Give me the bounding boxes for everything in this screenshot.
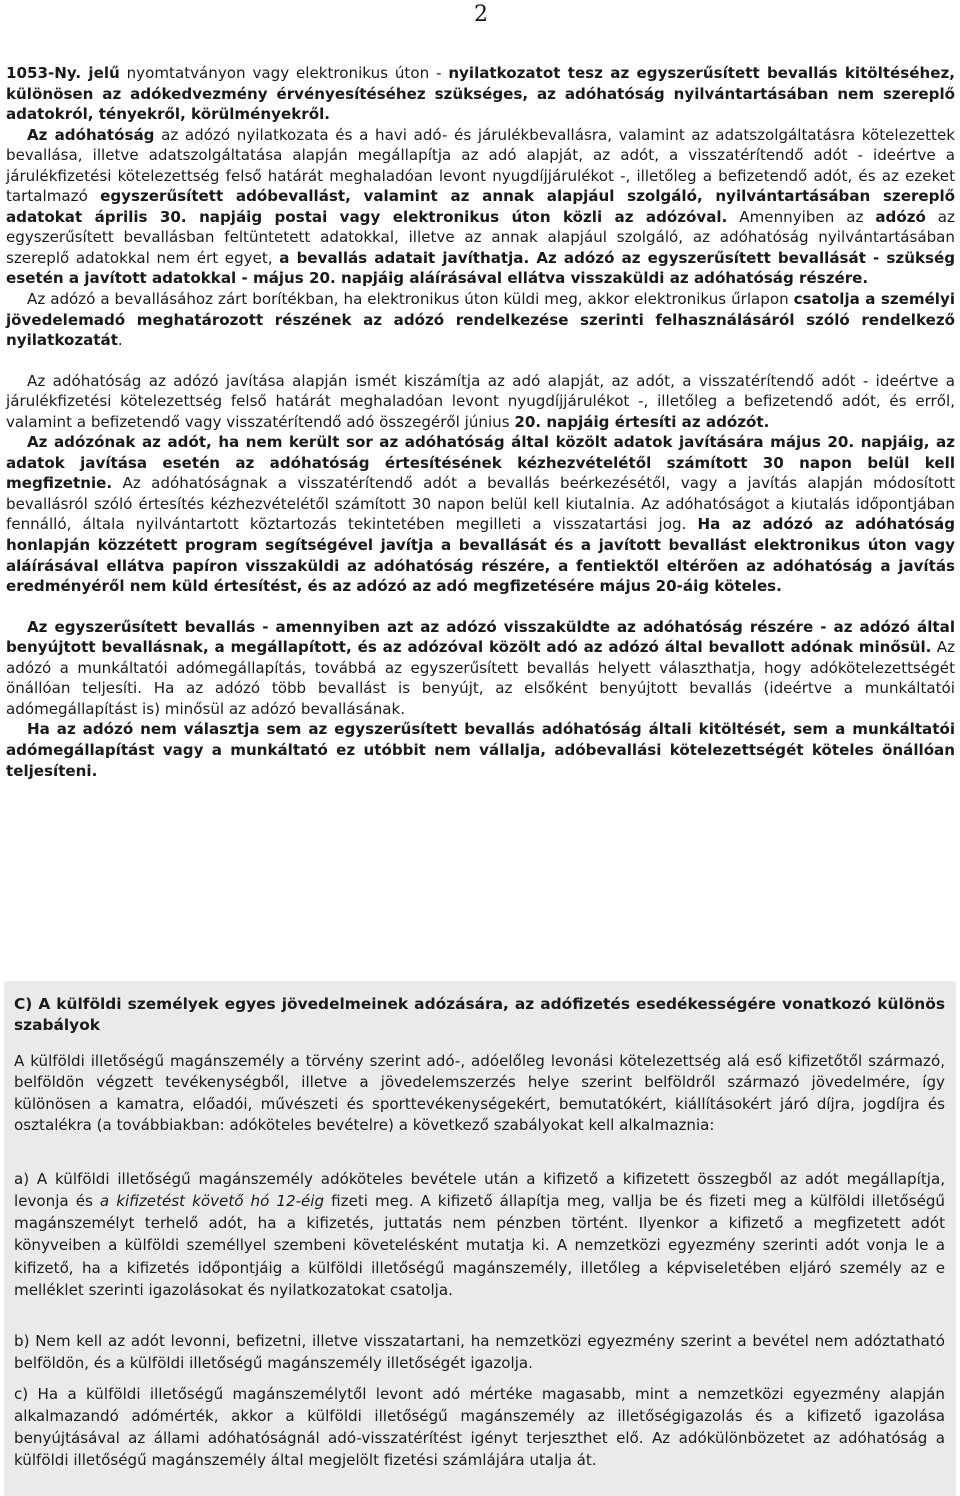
paragraph-simplified-return: Az adóhatóság az adózó nyilatkozata és a havi adó- és járulékbevallásra, valamint az adatszolgáltatásra kötelezettek bevallása, illetve adatszolgáltatása alapján megállapítja az adó alapját, az adót, a visszatérítendő adót - ideértve a járulékfizetési kötelezettség felső határát meghaladóan levont nyugdíjjárulékot -, illetőleg a befizetendő adót, és az ezeket tartalmazó egyszerűsített adóbevallást, valamint az annak alapjául szolgáló, nyilvántartásában szereplő adatokat április 30. napjáig postai vagy elektronikus úton közli az adózóval. Amennyiben az adózó az egyszerűsített bevallásban feltüntetett adatokkal, illetve az annak alapjául szolgáló, az adóhatóság nyilvántartásában szereplő adatokkal nem ért egyet, a bevallás adatait javíthatja. Az adózó az egyszerűsített bevallását - szükség esetén a javított adatokkal - május 20. napjáig aláírásával ellátva visszaküldi az adóhatóság részére.	[6, 125, 956, 288]
section-c-item-b: b) Nem kell az adót levonni, befizetni, illetve visszatartani, ha nemzetközi egyezmény szerint a bevétel nem adóztatható belföldön, és a külföldi illetőségű magánszemély illetőségét igazolja.	[14, 1332, 945, 1372]
section-c-intro: A külföldi illetőségű magánszemély a törvény szerint adó-, adóelőleg levonási kötelezettség alá eső kifizetőtől származó, belföldön végzett tevékenységből, illetve a jövedelemszerzés helye szerint belföldről származó jövedelmére, így különösen a kamatra, előadói, művészeti és sporttevékenységekért, bemutatókért, kiállításokért járó díjra, jogdíjra és osztalékra (a továbbiakban: adóköteles bevételre) a következő szabályokat kell alkalmaznia:	[14, 1052, 945, 1134]
page-number: 2	[474, 2, 488, 27]
paragraph-payment: Az adózónak az adót, ha nem került sor az adóhatóság által közölt adatok javítására május 20. napjáig, az adatok javítása esetén az adóhatóság értesítésének kézhezvételétől számított 30 napon belül kell megfizetnie. Az adóhatóságnak a visszatérítendő adót a bevallás beérkezésétől, vagy a javítás alapján módosított bevallásról szóló értesítés kézhezvételétől számított 30 napon belül kell kiutalnia. Az adóhatóságot a kiutalás időpontjában fennálló, általa nyilvántartott köztartozás tekintetében megilleti a visszatartási jog. Ha az adózó az adóhatóság honlapján közzétett program segítségével javítja a bevallását és a javított bevallást elektronikus úton vagy aláírásával ellátva papíron visszaküldi az adóhatóság részére, a fentiektől eltérően az adóhatóság a javítás eredményéről nem küld értesítést, és az adózó az adó megfizetésére május 20-áig köteles.	[6, 433, 956, 596]
main-text	[6, 63, 955, 781]
paragraph-self-assessment: Ha az adózó nem választja sem az egyszerűsített bevallás adóhatóság általi kitöltését, sem a munkáltatói adómegállapítást vagy a munkáltató ez utóbbit nem vállalja, adóbevallási kötelezettségét köteles önállóan teljesíteni.	[6, 720, 955, 780]
paragraph-qualification: Az egyszerűsített bevallás - amennyiben azt az adózó visszaküldte az adóhatóság részére - az adózó által benyújtott bevallásnak, a megállapított, és az adózóval közölt adó az adózó által bevallott adónak minősül. Az adózó a munkáltatói adómegállapítás, továbbá az egyszerűsített bevallás helyett választhatja, hogy adókötelezettségét önállóan teljesíti. Ha az adózó több bevallást is benyújt, az elsőként benyújtott bevallás (ideértve a munkáltatói adómegállapítást is) minősül az adózó bevallásának.	[6, 617, 956, 718]
paragraph-recalculation: Az adóhatóság az adózó javítása alapján ismét kiszámítja az adó alapját, az adót, a visszatérítendő adót - ideértve a járulékfizetési kötelezettség felső határát meghaladóan levont nyugdíjjárulékot -, illetőleg a befizetendő adót, és erről, valamint a befizetendő vagy visszatérítendő adó összegéről június 20. napjáig értesíti az adózót.	[6, 371, 955, 431]
paragraph-declaration: 1053-Ny. jelű nyomtatványon vagy elektronikus úton - nyilatkozatot tesz az egyszerűsített bevallás kitöltéséhez, különösen az adókedvezmény érvényesítéséhez szükséges, az adóhatóság nyilvántartásában nem szereplő adatokról, tényekről, körülményekről.	[6, 64, 956, 124]
section-c-item-c: c) Ha a külföldi illetőségű magánszemélytől levont adó mértéke magasabb, mint a nemzetközi egyezmény alapján alkalmazandó adómérték, akkor a külföldi illetőségű magánszemély az illetőségigazolás és a kifizető igazolása benyújtásával az állami adóhatóságnál adó-visszatérítést igényt terjeszthet elő. Az adókülönbözetet az adóhatóság a külföldi illetőségű magánszemély által megjelölt fizetési számlájára utalja át.	[14, 1385, 945, 1469]
section-c-title: C) A külföldi személyek egyes jövedelmeinek adózására, az adófizetés esedékességére vonatkozó különös szabályok	[14, 995, 945, 1034]
paragraph-envelope: Az adózó a bevallásához zárt borítékban, ha elektronikus úton küldi meg, akkor elektronikus űrlapon csatolja a személyi jövedelemadó meghatározott részének az adózó rendelkezése szerinti felhasználásáról szóló rendelkező nyilatkozatát.	[6, 290, 955, 350]
section-c-item-a: a) A külföldi illetőségű magánszemély adóköteles bevétele után a kifizető a kifizetett összegből az adót megállapítja, levonja és a kifizetést követő hó 12-éig fizeti meg. A kifizető állapítja meg, vallja be és fizeti meg a külföldi illetőségű magánszemélyt terhelő adót, ha a kifizetés, juttatás nem pénzben történt. Ilyenkor a kifizető a megfizetett adót könyveiben a külföldi személlyel szembeni követelésként mutatja ki. A nemzetközi egyezmény szerinti adót vonja le a kifizető, ha a kifizetés időpontjáig a külföldi illetőségű magánszemély, illetőleg a képviseletében eljáró személy az e melléklet szerinti igazolásokat és nyilatkozatokat csatolja.	[14, 1170, 946, 1299]
